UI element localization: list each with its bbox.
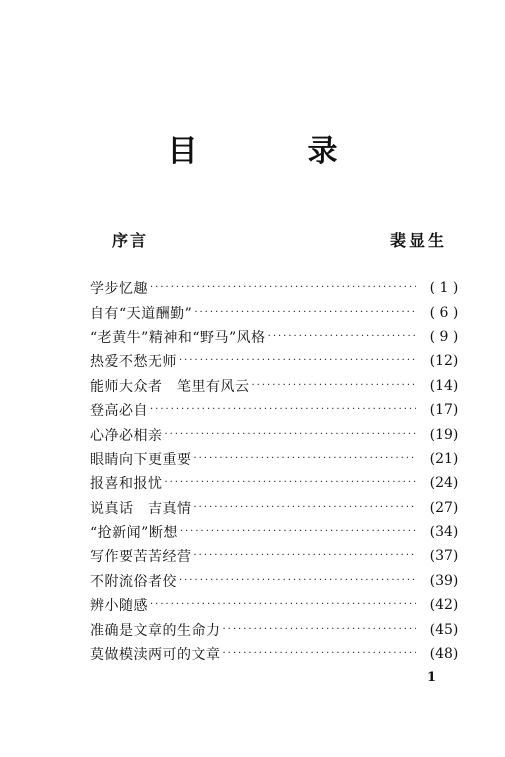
dot-leader <box>165 476 417 490</box>
toc-entry-title: 自有“天道酬勤” <box>90 305 193 322</box>
toc-entry <box>90 642 466 666</box>
toc-entry-title: 写作要苦苦经营 <box>90 549 192 566</box>
dot-leader <box>194 549 417 563</box>
toc-entry-title: 莫做模渎两可的文章 <box>90 647 221 664</box>
toc-entry-title: 能师大众者 笔里有风云 <box>90 378 250 395</box>
toc-entry <box>90 349 466 373</box>
toc-entry-page: (19) <box>429 426 459 443</box>
toc-entry <box>90 398 466 422</box>
dot-leader <box>194 501 417 515</box>
dot-leader <box>194 452 417 466</box>
toc-entry-page: (21) <box>429 450 459 467</box>
toc-entry <box>90 593 466 617</box>
dot-leader <box>268 330 416 344</box>
toc-entry <box>90 471 466 495</box>
toc-entry-title: 心净必相亲 <box>90 427 163 444</box>
toc-entry <box>90 325 466 349</box>
dot-leader <box>223 647 417 661</box>
toc-entry-title: 眼睛向下更重要 <box>90 451 192 468</box>
toc-entry-page: (48) <box>429 646 459 663</box>
toc-entry-title: 热爱不愁无师 <box>90 354 177 371</box>
toc-entry-page: ( 1 ) <box>429 280 459 297</box>
dot-leader <box>252 379 417 393</box>
toc-entry-page: (27) <box>429 499 459 516</box>
toc-entry <box>90 520 466 544</box>
dot-leader <box>150 281 416 295</box>
toc-entry-page: ( 6 ) <box>429 304 459 321</box>
toc-entry <box>90 276 466 300</box>
preface-author: 裴显生 <box>389 231 447 250</box>
toc-entry-page: (39) <box>429 572 459 589</box>
toc-entry <box>90 300 466 324</box>
toc-entry-page: (34) <box>429 524 459 541</box>
toc-entry-title: “抢新闻”断想 <box>90 525 178 542</box>
table-of-contents <box>90 276 466 666</box>
dot-leader <box>179 574 416 588</box>
dot-leader <box>150 598 416 612</box>
toc-entry-title: 不附流俗者佼 <box>90 573 177 590</box>
toc-entry-page: (42) <box>429 597 459 614</box>
toc-entry-page: (24) <box>429 475 459 492</box>
toc-entry-page: ( 9 ) <box>429 328 459 345</box>
dot-leader <box>223 623 417 637</box>
toc-entry-title: 学步忆趣 <box>90 281 148 298</box>
toc-entry-title: 说真话 吉真情 <box>90 500 192 517</box>
toc-entry-title: 报喜和报忧 <box>90 476 163 493</box>
toc-entry-title: 登高必自 <box>90 403 148 420</box>
toc-entry-page: (37) <box>429 548 459 565</box>
toc-entry-title: “老黄牛”精神和“野马”风格 <box>90 329 266 346</box>
toc-entry <box>90 447 466 471</box>
toc-entry <box>90 569 466 593</box>
dot-leader <box>180 525 416 539</box>
toc-entry-page: (17) <box>429 402 459 419</box>
page-number: 1 <box>427 670 437 685</box>
toc-entry-page: (45) <box>429 621 459 638</box>
toc-entry-page: (14) <box>429 377 459 394</box>
toc-entry <box>90 544 466 568</box>
toc-entry-page: (12) <box>429 353 459 370</box>
toc-entry <box>90 422 466 446</box>
page-title: 目 录 <box>167 134 378 169</box>
toc-entry <box>90 617 466 641</box>
dot-leader <box>179 354 416 368</box>
preface-row <box>112 228 447 252</box>
toc-entry-title: 辨小随感 <box>90 598 148 615</box>
dot-leader <box>150 403 416 417</box>
toc-entry <box>90 374 466 398</box>
dot-leader <box>165 428 417 442</box>
dot-leader <box>194 306 416 320</box>
toc-entry-title: 准确是文章的生命力 <box>90 622 221 639</box>
toc-entry <box>90 496 466 520</box>
preface-label: 序言 <box>112 231 149 250</box>
